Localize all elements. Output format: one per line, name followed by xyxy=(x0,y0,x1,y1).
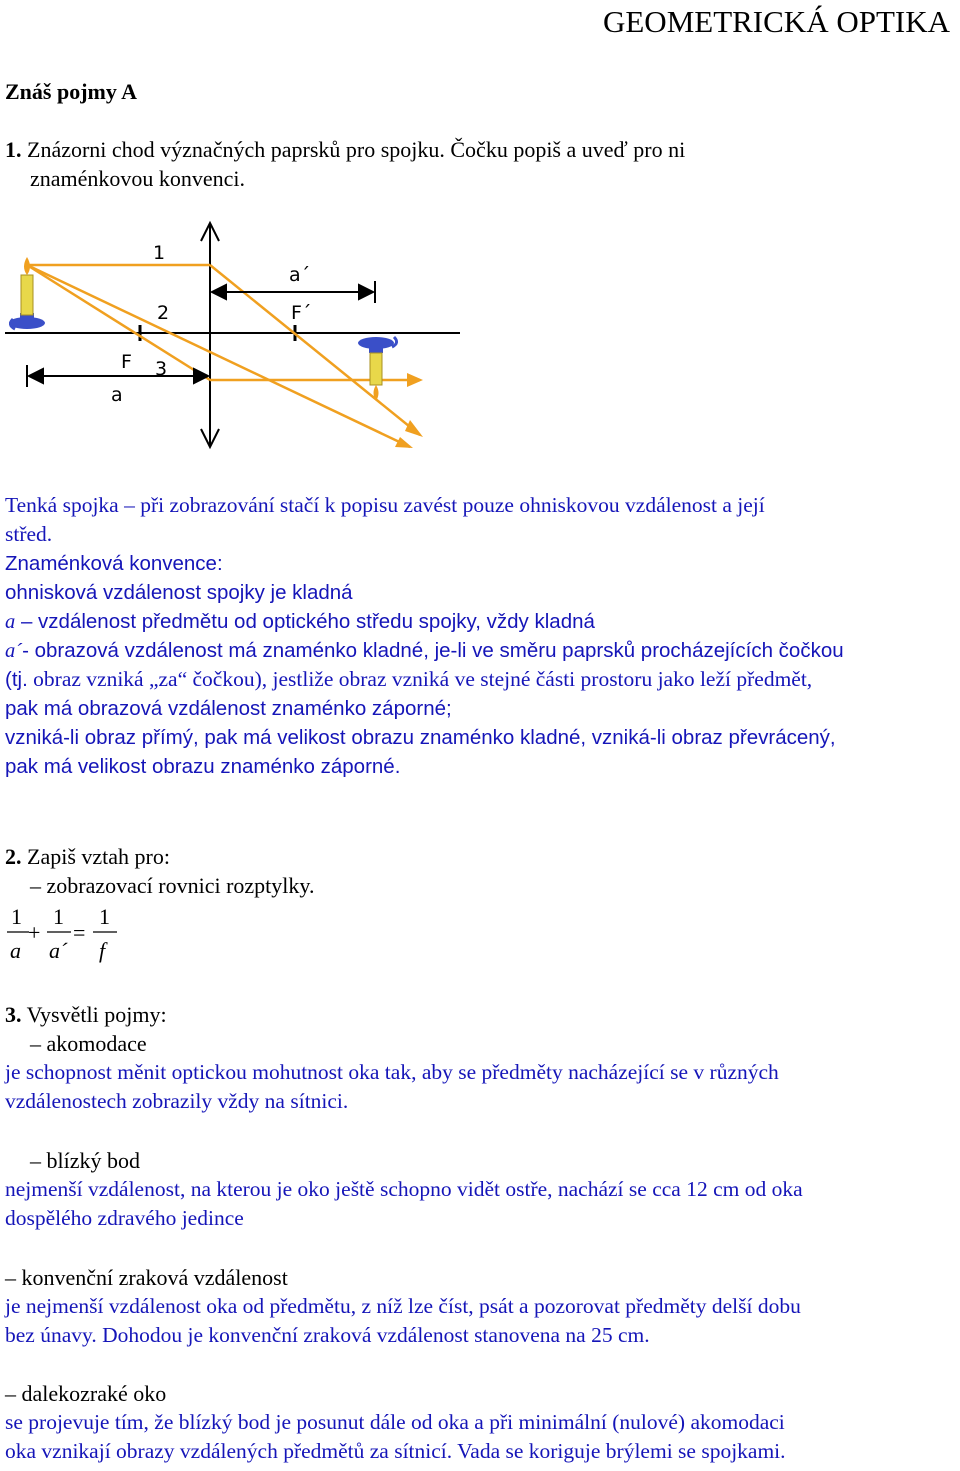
formula-denominator-a: a xyxy=(10,938,21,963)
formula-equals: = xyxy=(73,920,86,945)
answer-1-line6 xyxy=(5,636,844,666)
focus-image-label: F´ xyxy=(291,302,312,324)
lens-diagram xyxy=(5,215,465,455)
section-heading: Znáš pojmy A xyxy=(5,79,138,104)
page-title: GEOMETRICKÁ OPTIKA xyxy=(602,4,950,39)
candle-image-icon xyxy=(358,337,397,401)
ray-2-label: 2 xyxy=(157,302,170,324)
focus-label: F xyxy=(121,351,132,373)
question-3-text: Vysvětli pojmy: xyxy=(21,1002,167,1027)
answer-1-line7 xyxy=(5,665,812,694)
ray-arrowheads xyxy=(395,373,423,448)
definition-near-point-line2: dospělého zdravého jedince xyxy=(5,1206,244,1230)
term-farsighted-eye: – dalekozraké oko xyxy=(5,1381,167,1406)
term-accommodation: – akomodace xyxy=(30,1031,147,1056)
definition-near-point-line1: nejmenší vzdálenost, na kterou je oko ještě schopno vidět ostře, nachází se cca 12 cm od oka xyxy=(5,1177,803,1201)
question-1 xyxy=(5,135,685,164)
definition-accommodation-line1: je schopnost měnit optickou mohutnost oka tak, aby se předměty nacházející se v různých xyxy=(5,1060,779,1084)
term-near-point: – blízký bod xyxy=(30,1148,140,1173)
formula-numerator-1: 1 xyxy=(11,904,22,929)
variable-a: a xyxy=(5,611,16,633)
answer-1-line8: pak má obrazová vzdálenost znaménko záporné; xyxy=(5,697,452,720)
definition-conventional-distance-line1: je nejmenší vzdálenost oka od předmětu, z níž lze číst, psát a pozorovat předměty delší dobu xyxy=(5,1294,801,1318)
answer-1-line7-start: (tj. xyxy=(5,668,28,691)
formula-numerator-2: 1 xyxy=(53,904,64,929)
formula-numerator-3: 1 xyxy=(99,904,110,929)
answer-1-line6-text: - obrazová vzdálenost má znaménko kladné, je-li ve směru paprsků procházejících čočkou xyxy=(22,639,844,662)
formula-denominator-a-prime: a´ xyxy=(49,938,68,963)
answer-1-line5 xyxy=(5,607,595,637)
answer-1-line3: Znaménková konvence: xyxy=(5,552,223,575)
question-1-line2: znaménkovou konvenci. xyxy=(30,166,246,191)
question-2 xyxy=(5,842,170,871)
question-2-text: Zapiš vztah pro: xyxy=(21,844,170,869)
definition-farsighted-eye-line1: se projevuje tím, že blízký bod je posunut dále od oka a při minimální (nulové) akomodaci xyxy=(5,1410,785,1434)
definition-conventional-distance-line2: bez únavy. Dohodou je konvenční zraková vzdálenost stanovena na 25 cm. xyxy=(5,1323,650,1347)
variable-a-prime: a´ xyxy=(5,640,23,662)
question-3 xyxy=(5,1000,167,1029)
answer-1-line1: Tenká spojka – při zobrazování stačí k popisu zavést pouze ohniskovou vzdálenost a její xyxy=(5,493,765,517)
answer-1-line7-rest: obraz vzniká „za“ čočkou), jestliže obraz vzniká ve stejné části prostoru jako leží předmět, xyxy=(27,667,813,691)
object-distance-label: a xyxy=(111,384,123,406)
answer-1-line10: pak má velikost obrazu znaménko záporné. xyxy=(5,755,401,778)
answer-1-line4: ohnisková vzdálenost spojky je kladná xyxy=(5,581,353,604)
question-3-number: 3. xyxy=(5,1002,22,1027)
answer-1-line2: střed. xyxy=(5,522,53,546)
question-1-number: 1. xyxy=(5,137,22,162)
term-conventional-distance: – konvenční zraková vzdálenost xyxy=(5,1265,288,1290)
converging-lens xyxy=(201,223,219,447)
formula-denominator-f: f xyxy=(99,938,106,963)
question-2-item: – zobrazovací rovnici rozptylky. xyxy=(30,873,315,898)
answer-1-line9: vzniká-li obraz přímý, pak má velikost obrazu znaménko kladné, vzniká-li obraz převrácený, xyxy=(5,726,836,749)
formula-plus: + xyxy=(28,920,41,945)
question-1-line1: Znázorni chod význačných paprsků pro spojku. Čočku popiš a uveď pro ni xyxy=(27,137,686,162)
image-distance-label: a´ xyxy=(289,264,311,286)
candle-object-icon xyxy=(9,257,45,329)
ray-3-label: 3 xyxy=(155,358,168,380)
question-2-number: 2. xyxy=(5,844,22,869)
definition-accommodation-line2: vzdálenostech zobrazily vždy na sítnici. xyxy=(5,1089,349,1113)
lens-equation xyxy=(5,900,135,970)
ray-1-label: 1 xyxy=(153,242,166,264)
definition-farsighted-eye-line2: oka vznikají obrazy vzdálených předmětů za sítnicí. Vada se koriguje brýlemi se spojkami. xyxy=(5,1439,786,1463)
answer-1-line5-text: – vzdálenost předmětu od optického středu spojky, vždy kladná xyxy=(15,610,595,633)
